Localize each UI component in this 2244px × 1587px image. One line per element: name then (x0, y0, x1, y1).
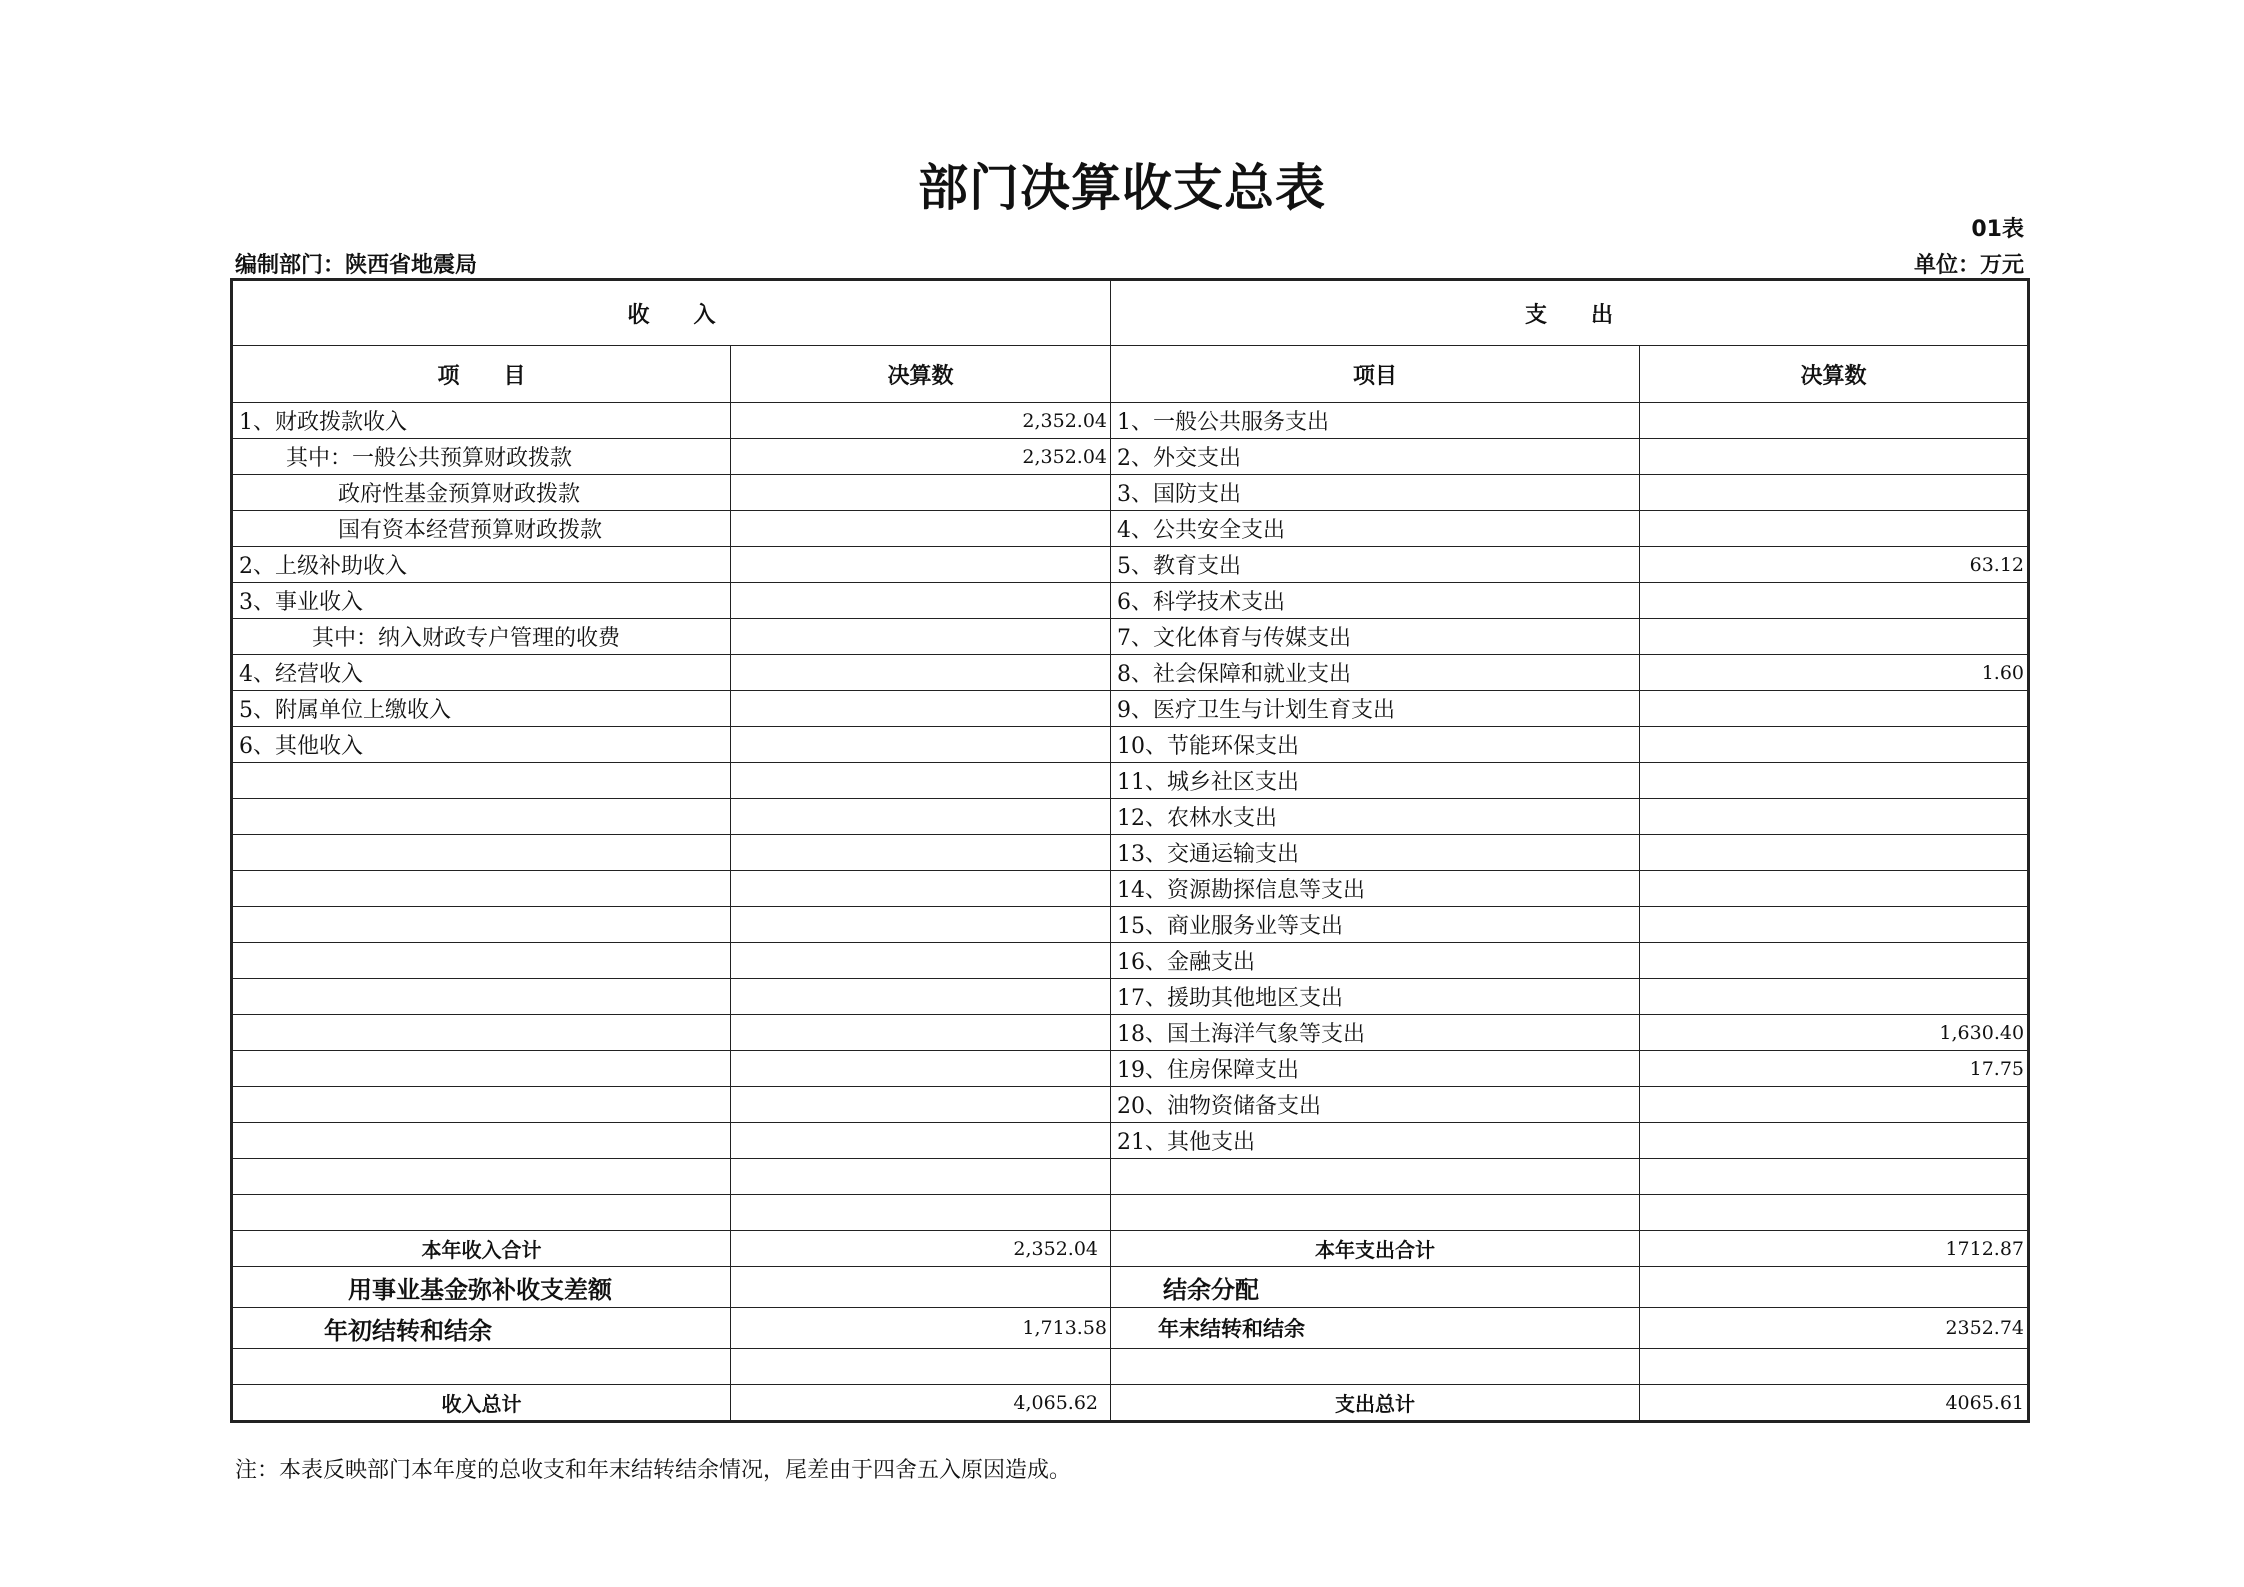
expense-amount (1640, 439, 2029, 475)
income-amount (731, 547, 1111, 583)
table-row (232, 655, 2029, 691)
income-item (232, 1015, 731, 1051)
expense-item: 17、援助其他地区支出 (1111, 979, 1640, 1015)
fund-row (232, 1267, 2029, 1308)
col-header-income-amount: 决算数 (731, 346, 1111, 403)
income-total-value: 4,065.62 (731, 1385, 1111, 1422)
expense-item: 14、资源勘探信息等支出 (1111, 871, 1640, 907)
expense-amount (1640, 1195, 2029, 1231)
expense-amount (1640, 727, 2029, 763)
end-carryover-label: 年末结转和结余 (1111, 1308, 1640, 1349)
year-expense-label: 本年支出合计 (1111, 1231, 1640, 1267)
income-amount (731, 1087, 1111, 1123)
income-item: 5、附属单位上缴收入 (232, 691, 731, 727)
income-amount (731, 1195, 1111, 1231)
income-amount (731, 727, 1111, 763)
income-item (232, 907, 731, 943)
table-row (232, 799, 2029, 835)
expense-amount (1640, 1159, 2029, 1195)
expense-amount (1640, 1087, 2029, 1123)
income-item (232, 871, 731, 907)
table-number: 01表 (1971, 217, 2024, 242)
expense-amount: 63.12 (1640, 547, 2029, 583)
income-amount (731, 1015, 1111, 1051)
expense-item: 16、金融支出 (1111, 943, 1640, 979)
expense-amount: 17.75 (1640, 1051, 2029, 1087)
income-amount: 2,352.04 (731, 403, 1111, 439)
distribution-label: 结余分配 (1111, 1267, 1640, 1308)
income-item: 6、其他收入 (232, 727, 731, 763)
expense-amount (1640, 835, 2029, 871)
table-row (232, 907, 2029, 943)
col-header-expense-amount: 决算数 (1640, 346, 2029, 403)
income-amount (731, 979, 1111, 1015)
expense-item: 15、商业服务业等支出 (1111, 907, 1640, 943)
grand-total-row (232, 1385, 2029, 1422)
expense-total-label: 支出总计 (1111, 1385, 1640, 1422)
footnote: 注：本表反映部门本年度的总收支和年末结转结余情况，尾差由于四舍五入原因造成。 (235, 1458, 1072, 1483)
income-item (232, 943, 731, 979)
expense-item (1111, 1159, 1640, 1195)
income-amount (731, 1123, 1111, 1159)
income-amount (731, 619, 1111, 655)
table-row (232, 619, 2029, 655)
expense-amount (1640, 511, 2029, 547)
income-section-header: 收 入 (232, 280, 1111, 346)
table-row (232, 1087, 2029, 1123)
income-item (232, 979, 731, 1015)
fund-label: 用事业基金弥补收支差额 (232, 1267, 731, 1308)
income-item: 国有资本经营预算财政拨款 (232, 511, 731, 547)
year-income-value: 2,352.04 (731, 1231, 1111, 1267)
expense-amount (1640, 619, 2029, 655)
expense-item: 9、医疗卫生与计划生育支出 (1111, 691, 1640, 727)
income-amount (731, 511, 1111, 547)
income-amount (731, 871, 1111, 907)
expense-total-value: 4065.61 (1640, 1385, 2029, 1422)
income-amount (731, 691, 1111, 727)
year-total-row (232, 1231, 2029, 1267)
table-row (232, 1015, 2029, 1051)
carryover-row (232, 1308, 2029, 1349)
income-amount (731, 475, 1111, 511)
income-amount (731, 583, 1111, 619)
income-item: 3、事业收入 (232, 583, 731, 619)
expense-item: 1、一般公共服务支出 (1111, 403, 1640, 439)
expense-amount (1640, 871, 2029, 907)
expense-item: 8、社会保障和就业支出 (1111, 655, 1640, 691)
table-row (232, 547, 2029, 583)
expense-item: 11、城乡社区支出 (1111, 763, 1640, 799)
income-item (232, 1159, 731, 1195)
expense-item: 12、农林水支出 (1111, 799, 1640, 835)
expense-amount (1640, 475, 2029, 511)
end-carryover-value: 2352.74 (1640, 1308, 2029, 1349)
expense-amount (1640, 691, 2029, 727)
table-row (232, 691, 2029, 727)
income-item (232, 1051, 731, 1087)
income-item: 4、经营收入 (232, 655, 731, 691)
income-amount (731, 1051, 1111, 1087)
income-item: 其中：纳入财政专户管理的收费 (232, 619, 731, 655)
table-row (232, 583, 2029, 619)
table-row (232, 1123, 2029, 1159)
section-header-row (232, 280, 2029, 346)
table-row (232, 403, 2029, 439)
expense-item: 13、交通运输支出 (1111, 835, 1640, 871)
expense-amount (1640, 943, 2029, 979)
income-item: 政府性基金预算财政拨款 (232, 475, 731, 511)
table-row (232, 475, 2029, 511)
income-item: 其中：一般公共预算财政拨款 (232, 439, 731, 475)
expense-item: 5、教育支出 (1111, 547, 1640, 583)
page-title: 部门决算收支总表 (918, 158, 1326, 217)
expense-item: 7、文化体育与传媒支出 (1111, 619, 1640, 655)
expense-item: 4、公共安全支出 (1111, 511, 1640, 547)
department-label: 编制部门：陕西省地震局 (235, 253, 478, 278)
income-total-label: 收入总计 (232, 1385, 731, 1422)
income-amount: 2,352.04 (731, 439, 1111, 475)
budget-table (230, 278, 2030, 1423)
expense-item: 21、其他支出 (1111, 1123, 1640, 1159)
income-amount (731, 763, 1111, 799)
expense-item: 3、国防支出 (1111, 475, 1640, 511)
expense-amount (1640, 763, 2029, 799)
expense-section-header: 支 出 (1111, 280, 2029, 346)
income-amount (731, 655, 1111, 691)
income-amount (731, 907, 1111, 943)
income-item: 1、财政拨款收入 (232, 403, 731, 439)
income-amount (731, 835, 1111, 871)
table-row (232, 871, 2029, 907)
table-row (232, 1051, 2029, 1087)
income-amount (731, 943, 1111, 979)
income-item (232, 799, 731, 835)
table-row (232, 727, 2029, 763)
income-item (232, 1087, 731, 1123)
income-item (232, 1195, 731, 1231)
unit-label: 单位：万元 (1913, 253, 2024, 278)
income-amount (731, 799, 1111, 835)
table-row (232, 835, 2029, 871)
table-row (232, 1159, 2029, 1195)
expense-item: 18、国土海洋气象等支出 (1111, 1015, 1640, 1051)
table-row (232, 979, 2029, 1015)
expense-amount (1640, 1123, 2029, 1159)
expense-amount (1640, 907, 2029, 943)
expense-item: 6、科学技术支出 (1111, 583, 1640, 619)
expense-amount: 1.60 (1640, 655, 2029, 691)
expense-item: 10、节能环保支出 (1111, 727, 1640, 763)
table-row (232, 763, 2029, 799)
begin-carryover-value: 1,713.58 (731, 1308, 1111, 1349)
expense-item: 19、住房保障支出 (1111, 1051, 1640, 1087)
expense-item (1111, 1195, 1640, 1231)
expense-item: 2、外交支出 (1111, 439, 1640, 475)
table-row (232, 511, 2029, 547)
begin-carryover-label: 年初结转和结余 (232, 1308, 731, 1349)
table-row (232, 1195, 2029, 1231)
column-header-row (232, 346, 2029, 403)
expense-amount (1640, 799, 2029, 835)
income-item (232, 763, 731, 799)
income-item (232, 835, 731, 871)
table-row (232, 439, 2029, 475)
expense-item: 20、油物资储备支出 (1111, 1087, 1640, 1123)
table-row (232, 943, 2029, 979)
col-header-income-item: 项 目 (232, 346, 731, 403)
expense-amount: 1,630.40 (1640, 1015, 2029, 1051)
expense-amount (1640, 403, 2029, 439)
expense-amount (1640, 583, 2029, 619)
col-header-expense-item: 项目 (1111, 346, 1640, 403)
fund-value (731, 1267, 1111, 1308)
income-item (232, 1123, 731, 1159)
income-amount (731, 1159, 1111, 1195)
empty-row (232, 1349, 2029, 1385)
expense-amount (1640, 979, 2029, 1015)
year-expense-value: 1712.87 (1640, 1231, 2029, 1267)
year-income-label: 本年收入合计 (232, 1231, 731, 1267)
distribution-value (1640, 1267, 2029, 1308)
income-item: 2、上级补助收入 (232, 547, 731, 583)
